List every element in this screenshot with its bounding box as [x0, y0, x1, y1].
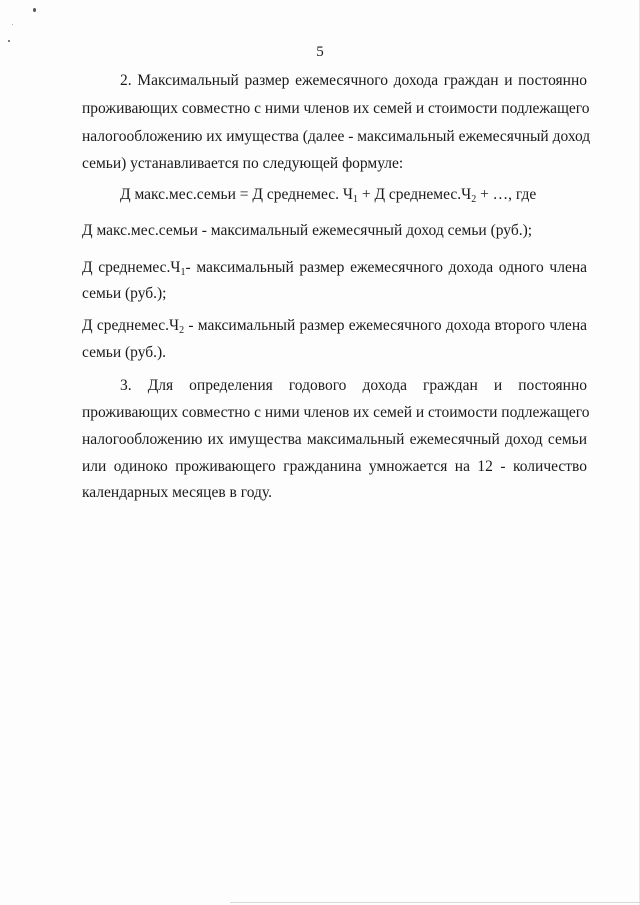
scan-speck [8, 40, 10, 42]
page-number: 5 [316, 44, 324, 60]
definition-line: Д макс.мес.семьи - максимальный ежемесячный доход семьи (руб.); [82, 222, 533, 239]
formula [120, 186, 587, 204]
definition-text: - максимальный размер ежемесячного дохода одного члена [185, 259, 587, 276]
scan-speck [12, 24, 13, 25]
paragraph-line: или одиноко проживающего гражданина умножается на 12 - количество [82, 458, 587, 475]
formula-part: Д макс.мес.семьи = Д среднемес. Ч [120, 186, 353, 203]
paragraph-line: семьи) устанавливается по следующей формуле: [82, 155, 404, 172]
paragraph-line: проживающих совместно с ними членов их семей и стоимости подлежащего [82, 100, 590, 117]
definition-term: Д среднемес.Ч [82, 259, 181, 276]
paragraph-line: налогообложению их имущества максимальный ежемесячный доход семьи [82, 431, 587, 448]
paragraph-line: налогообложению их имущества (далее - максимальный ежемесячный доход [82, 128, 591, 145]
paragraph-line: проживающих совместно с ними членов их семей и стоимости подлежащего [82, 404, 590, 421]
definition-subscript: 2 [179, 325, 185, 336]
paragraph-line: календарных месяцев в году. [82, 484, 272, 501]
formula-part: + Д среднемес.Ч [357, 186, 472, 203]
scan-bottom-edge [230, 902, 640, 903]
definition-subscript: 1 [180, 267, 186, 278]
definition-line: семьи (руб.); [82, 285, 167, 302]
definition-line [82, 259, 587, 277]
definition-line: семьи (руб.). [82, 344, 167, 361]
definition-text: - максимальный размер ежемесячного дохода второго члена [184, 317, 587, 334]
formula-part: + …, где [476, 186, 537, 203]
formula-subscript: 2 [471, 194, 477, 205]
scan-speck [33, 8, 36, 12]
paragraph-line: 2. Максимальный размер ежемесячного дохода граждан и постоянно [120, 72, 587, 89]
definition-term: Д среднемес.Ч [82, 317, 180, 334]
definition-line [82, 317, 587, 335]
formula-subscript: 1 [352, 194, 358, 205]
paragraph-line: 3. Для определения годового дохода граждан и постоянно [120, 377, 587, 394]
